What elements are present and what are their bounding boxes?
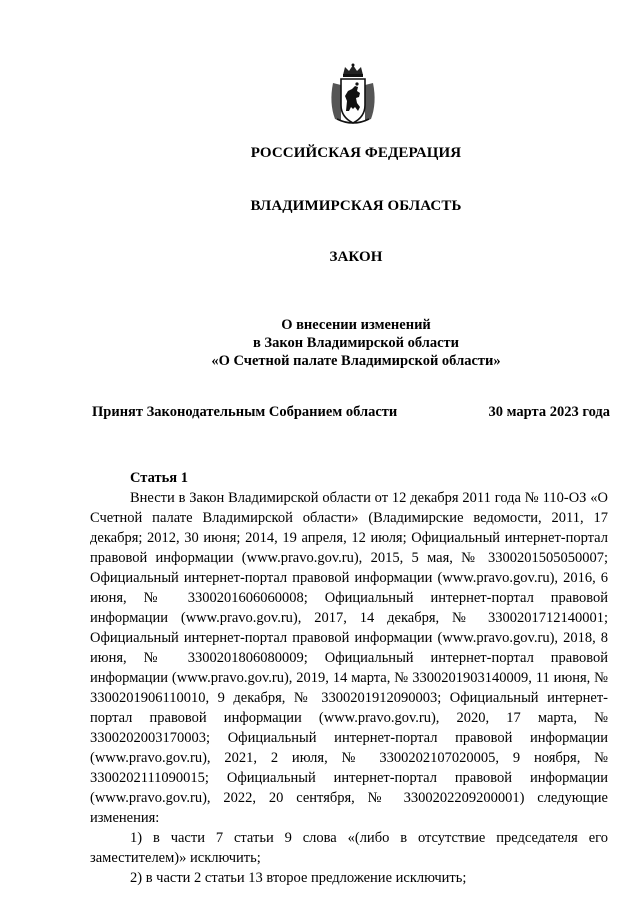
article-item-2: 2) в части 2 статьи 13 второе предложение исключить; [130,870,467,886]
article-body [90,488,608,888]
law-subject [0,316,640,370]
subject-line-1: О внесении изменений [281,317,431,333]
subject-line-2: в Закон Владимирской области [252,335,460,351]
subject-line-3: «О Счетной палате Владимирской области» [211,353,501,369]
region-heading: ВЛАДИМИРСКАЯ ОБЛАСТЬ [250,198,462,214]
coat-of-arms-icon [327,63,379,125]
article-title: Статья 1 [130,470,188,486]
federation-heading: РОССИЙСКАЯ ФЕДЕРАЦИЯ [250,145,462,161]
adoption-statement: Принят Законодательным Собранием области [92,404,398,420]
article-intro-paragraph: Внести в Закон Владимирской области от 12 декабря 2011 года № 110-ОЗ «О Счетной палате Владимирской области» (Владимирские ведомости, 2011, 17 декабря; 2012, 30 июня; 2014, 19 апреля, 12 июля; Официальный интернет-портал правовой информации (www.pravo.gov.ru), 2015, 5 мая, № 3300201505050007; Официальный интернет-портал правовой информации (www.pravo.gov.ru), 2016, 6 июня, № 3300201606060008; Официальный интернет-портал правовой информации (www.pravo.gov.ru), 2017, 14 декабря, № 3300201712140001; Официальный интернет-портал правовой информации (www.pravo.gov.ru), 2018, 8 июня, № 3300201806080009; Официальный интернет-портал правовой информации (www.pravo.gov.ru), 2019, 14 марта, № 3300201903140009, 11 июня, № 3300201906110010, 9 декабря, № 3300201912090003; Официальный интернет-портал правовой информации (www.pravo.gov.ru), 2020, 17 марта, № 3300202003170003; Официальный интернет-портал правовой информации (www.pravo.gov.ru), 2021, 2 июля, № 3300202107020005, 9 ноября, № 3300202111090015; Официальный интернет-портал правовой информации (www.pravo.gov.ru), 2022, 20 сентября, № 3300202209200001) следующие изменения: [90,490,608,826]
adoption-date: 30 марта 2023 года [488,404,610,420]
article-item-1: 1) в части 7 статьи 9 слова «(либо в отсутствие председателя его заместителем)» исключить; [90,830,608,866]
document-type-heading: ЗАКОН [329,249,383,265]
